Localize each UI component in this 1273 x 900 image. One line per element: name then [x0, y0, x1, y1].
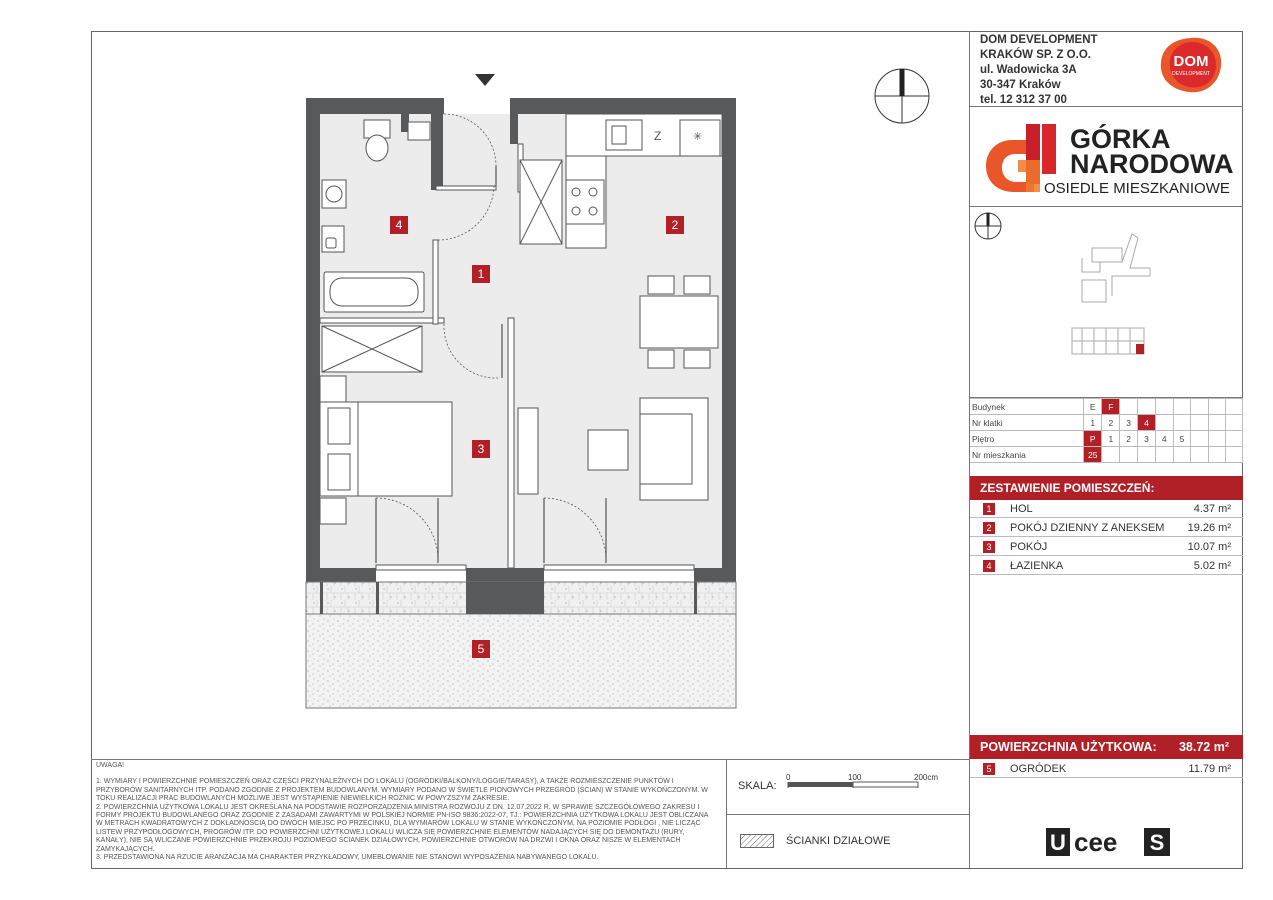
- grid-row-label: Nr klatki: [970, 415, 1084, 431]
- company-line: DOM DEVELOPMENT: [980, 34, 1098, 46]
- location-grid: [970, 398, 1243, 463]
- entrance-marker-icon: [475, 74, 495, 86]
- room-row: [970, 519, 1243, 537]
- room-marker: 3: [472, 440, 490, 458]
- logo-text: DOM: [1173, 53, 1209, 70]
- room-name: POKÓJ: [1010, 541, 1048, 553]
- company-line: ul. Wadowicka 3A: [980, 64, 1077, 76]
- grid-cell: [1225, 447, 1242, 463]
- divider: [726, 814, 969, 815]
- grid-cell: 3: [1138, 431, 1156, 447]
- grid-cell: 2: [1102, 415, 1120, 431]
- total-label: POWIERZCHNIA UŻYTKOWA:: [980, 740, 1157, 754]
- ucees-logo: [1046, 828, 1172, 856]
- company-line: tel. 12 312 37 00: [980, 94, 1067, 106]
- grid-cell: [1208, 415, 1225, 431]
- note-paragraph: 2. POWIERZCHNIA UŻYTKOWA LOKALU JEST OKREŚLANA NA PODSTAWIE ROZPORZĄDZENIA MINISTRA ROZWOJU Z DN. 12.07.2022 R. W SPRAWIE SZCZEGÓŁOWEGO ZAKRESU I FORMY PROJEKTU BUDOWLANEGO ORAZ ZGODNIE Z ZASADAMI ZAWARTYMI W POLSKIEJ NORMIE PN-ISO 9836:2022-07, TJ.: POWIERZCHNIA UŻYTKOWA LOKALU JEST OBLICZANA W METRACH KWADRATOWYCH Z DOKŁADNOŚCIĄ DO DWÓCH MIEJSC PO PRZECINKU, DLA WYMIARÓW LOKALU W STANIE WYKOŃCZONYM, NA POZIOMIE PODŁOGI , NIE LICZĄC LISTEW PRZYPODŁOGOWYCH, PROGRÓW ITP. DO POWIERZCHNI UŻYTKOWEJ LOKALU WLICZA SIĘ POWIERZCHNIE ELEMENTÓW NADAJĄCYCH SIĘ DO DEMONTAŻU (RURY, KANAŁY), NIE SĄ WLICZANE POWIERZCHNIE PRZEKROJU POZIOMEGO ŚCIANEK DZIAŁOWYCH, POWIERZCHNIE OTWORÓW NA DRZWI I OKNA ORAZ NISZE W ELEMENTACH ZAMYKAJĄCYCH.: [96, 803, 709, 853]
- gorka-narodowa-logo: [982, 118, 1237, 198]
- grid-row: [970, 415, 1243, 431]
- garden-row: [970, 760, 1243, 778]
- grid-cell: [1225, 399, 1242, 415]
- grid-cell: [1191, 447, 1208, 463]
- grid-cell: 2: [1120, 431, 1138, 447]
- grid-cell: F: [1102, 399, 1120, 415]
- room-area: 10.07 m²: [1187, 541, 1231, 553]
- hatch-swatch-icon: [740, 834, 774, 848]
- grid-cell: [1155, 415, 1173, 431]
- grid-cell: [1191, 415, 1208, 431]
- north-arrow-icon: [872, 66, 932, 126]
- grid-cell: E: [1084, 399, 1102, 415]
- room-marker: 1: [472, 265, 490, 283]
- room-name: POKÓJ DZIENNY Z ANEKSEM: [1010, 522, 1165, 534]
- room-number: 4: [983, 560, 995, 572]
- room-number: 3: [983, 541, 995, 553]
- grid-row-label: Nr mieszkania: [970, 447, 1084, 463]
- dom-development-logo: [1157, 36, 1225, 94]
- room-area: 19.26 m²: [1187, 522, 1231, 534]
- room-marker: 2: [666, 216, 684, 234]
- svg-text:Z: Z: [654, 129, 662, 143]
- company-line: KRAKÓW SP. Z O.O.: [980, 49, 1091, 61]
- grid-cell: [1138, 447, 1156, 463]
- grid-cell: [1191, 399, 1208, 415]
- notes: [96, 762, 716, 862]
- room-marker: 4: [390, 216, 408, 234]
- room-name: OGRÓDEK: [1010, 763, 1067, 775]
- grid-row: [970, 447, 1243, 463]
- note-paragraph: 3. PRZEDSTAWIONA NA RZUCIE ARANŻACJA MA CHARAKTER PRZYKŁADOWY, UMEBLOWANIE NIE STANOWI WYPOSAŻENIA NABYWANEGO LOKALU.: [96, 854, 599, 862]
- room-number: 2: [983, 522, 995, 534]
- notes-title: UWAGA!: [96, 762, 125, 769]
- scale-bar: [784, 772, 954, 794]
- grid-cell: 1: [1102, 431, 1120, 447]
- total-area-bar: [970, 735, 1243, 759]
- svg-text:S: S: [1149, 830, 1165, 855]
- grid-cell: [1208, 399, 1225, 415]
- grid-row-label: Piętro: [970, 431, 1084, 447]
- grid-cell: [1173, 399, 1191, 415]
- grid-cell: [1120, 447, 1138, 463]
- grid-cell: [1208, 447, 1225, 463]
- grid-cell: [1138, 399, 1156, 415]
- scale-tick: 200cm: [914, 773, 939, 782]
- grid-cell: [1173, 447, 1191, 463]
- grid-cell: [1225, 415, 1242, 431]
- company-info: [980, 33, 1098, 108]
- room-area: 5.02 m²: [1193, 560, 1231, 572]
- room-name: HOL: [1010, 503, 1033, 515]
- note-paragraph: 1. WYMIARY I POWIERZCHNIE POMIESZCZEŃ ORAZ CZĘŚCI PRZYNALEŻNYCH DO LOKALU (OGRÓDKI/BALKONY/LOGGIE/TARASY), A TAKŻE ROZMIESZCZENIE PUNKTÓW I PRZYBORÓW SANITARNYCH ITP. PODANO ZGODNIE Z PROJEKTEM BUDOWLANYM. WYMIARY PODANO W ŚWIETLE PIONOWYCH PRZEGRÓD (ŚCIAN) W STANIE WYKOŃCZONYM. W TOKU REALIZACJI PRAC BUDOWLANYCH MOŻLIWE JEST WYSTĄPIENIE NIEWIELKICH RÓŻNIC W POWYŻSZYM ZAKRESIE.: [96, 778, 708, 803]
- room-number: 1: [983, 503, 995, 515]
- scale-tick: 100: [848, 773, 862, 782]
- grid-cell: [1225, 431, 1242, 447]
- grid-row: [970, 431, 1243, 447]
- total-value: 38.72 m²: [1178, 740, 1229, 754]
- grid-row-label: Budynek: [970, 399, 1084, 415]
- grid-cell: 5: [1173, 431, 1191, 447]
- floor-plan: [296, 68, 756, 710]
- room-name: ŁAZIENKA: [1010, 560, 1064, 572]
- room-row: [970, 538, 1243, 556]
- svg-text:cee: cee: [1074, 828, 1118, 856]
- grid-row: [970, 399, 1243, 415]
- svg-text:✳: ✳: [693, 131, 703, 143]
- company-line: 30-347 Kraków: [980, 79, 1061, 91]
- grid-cell: 4: [1155, 431, 1173, 447]
- scale-label: SKALA:: [738, 780, 777, 792]
- project-name-2: NARODOWA: [1070, 149, 1234, 179]
- project-name-1: GÓRKA: [1070, 124, 1171, 154]
- grid-cell: [1155, 399, 1173, 415]
- grid-cell: [1102, 447, 1120, 463]
- room-area: 4.37 m²: [1193, 503, 1231, 515]
- room-marker: 5: [472, 640, 490, 658]
- room-number: 5: [983, 763, 995, 775]
- room-row: [970, 500, 1243, 518]
- rooms-header: ZESTAWIENIE POMIESZCZEŃ:: [970, 476, 1243, 500]
- site-key-plan: [972, 210, 1242, 396]
- grid-cell: P: [1084, 431, 1102, 447]
- grid-cell: [1173, 415, 1191, 431]
- scale-tick: 0: [786, 773, 791, 782]
- project-subtitle: OSIEDLE MIESZKANIOWE: [1044, 180, 1230, 197]
- divider: [91, 759, 969, 760]
- grid-cell: 25: [1084, 447, 1102, 463]
- grid-cell: [1191, 431, 1208, 447]
- logo-subtext: DEVELOPMENT: [1172, 71, 1210, 77]
- room-area: 11.79 m²: [1188, 763, 1231, 775]
- small-north-arrow-icon: [975, 213, 1001, 239]
- divider: [969, 206, 1243, 207]
- garden-area: [306, 614, 736, 708]
- legend-walls-label: ŚCIANKI DZIAŁOWE: [786, 835, 891, 847]
- grid-cell: [1120, 399, 1138, 415]
- grid-cell: [1155, 447, 1173, 463]
- svg-text:U: U: [1050, 830, 1066, 855]
- grid-cell: [1208, 431, 1225, 447]
- grid-cell: 3: [1120, 415, 1138, 431]
- grid-cell: 1: [1084, 415, 1102, 431]
- grid-cell: 4: [1138, 415, 1156, 431]
- room-row: [970, 557, 1243, 575]
